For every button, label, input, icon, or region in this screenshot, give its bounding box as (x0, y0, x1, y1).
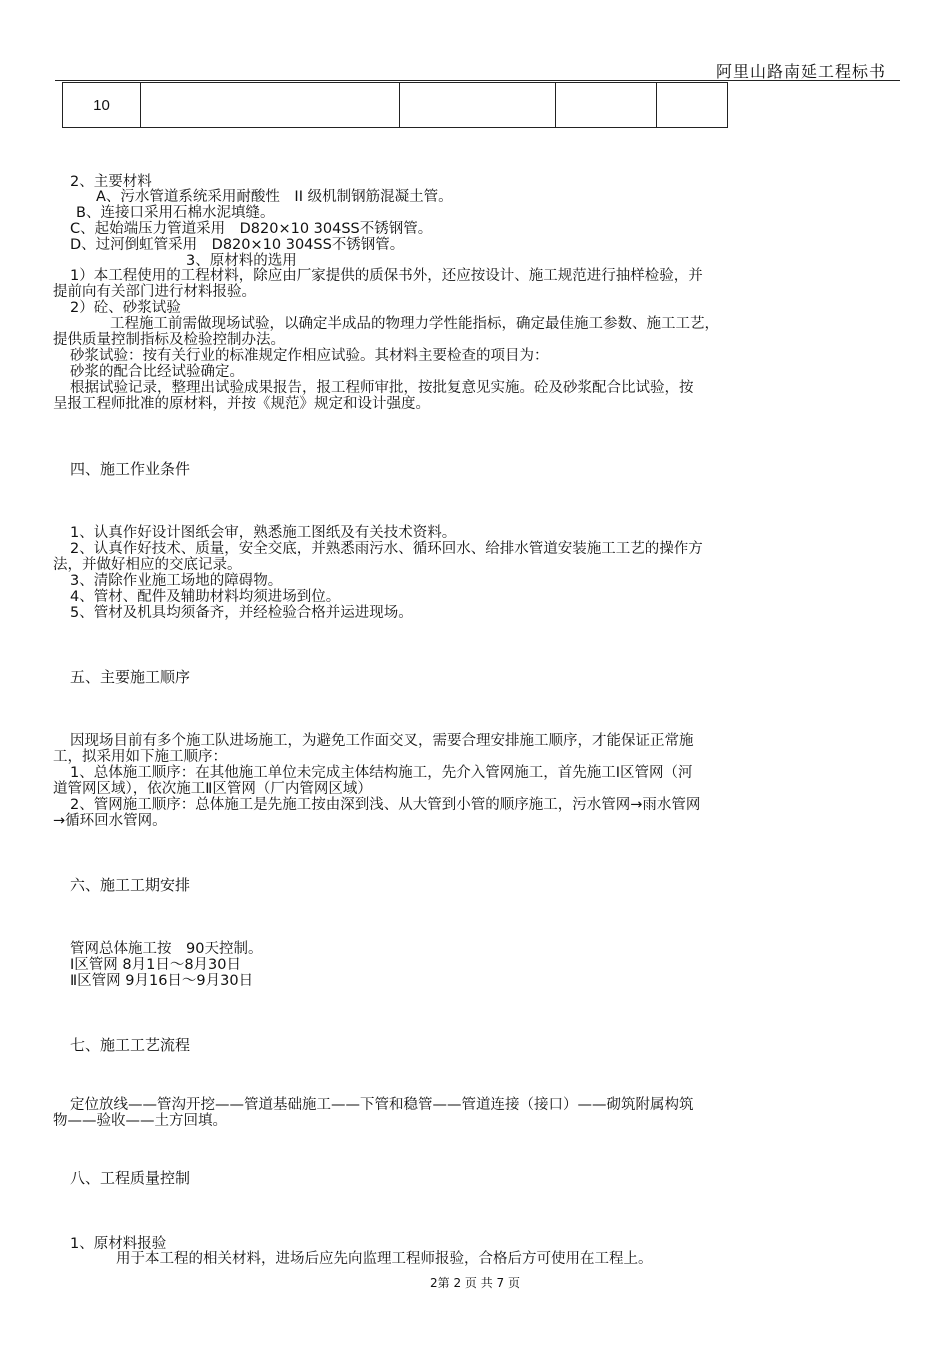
section-heading-6: 六、施工工期安排 (70, 876, 191, 894)
text-line: 因现场目前有多个施工队进场施工，为避免工作面交叉，需要合理安排施工顺序，才能保证正常施 (70, 733, 694, 749)
text-line: →循环回水管网。 (53, 813, 167, 829)
text-line: A、污水管道系统采用耐酸性 II 级机制钢筋混凝土管。 (96, 189, 453, 205)
section-heading-8: 八、工程质量控制 (70, 1169, 191, 1187)
text-line: 2）砼、砂浆试验 (70, 300, 181, 316)
section-heading-7: 七、施工工艺流程 (70, 1036, 191, 1054)
text-line: Ⅱ区管网 9月16日～9月30日 (70, 973, 254, 989)
text-line: 1、认真作好设计图纸会审，熟悉施工图纸及有关技术资料。 (70, 525, 457, 541)
table-cell-number: 10 (63, 83, 141, 128)
table-cell (400, 83, 556, 128)
table-cell (141, 83, 400, 128)
text-line: 1、原材料报验 (70, 1236, 167, 1252)
table-row (63, 83, 728, 128)
text-line: 1、总体施工顺序：在其他施工单位未完成主体结构施工，先介入管网施工，首先施工Ⅰ区管网（河 (70, 765, 693, 781)
text-line: 砂浆试验：按有关行业的标准规定作相应试验。其材料主要检查的项目为： (70, 348, 549, 364)
text-line: 4、管材、配件及辅助材料均须进场到位。 (70, 589, 341, 605)
text-line: 提供质量控制指标及检验控制办法。 (53, 332, 285, 348)
text-line: 2、管网施工顺序：总体施工是先施工按由深到浅、从大管到小管的顺序施工，污水管网→雨水管网 (70, 797, 701, 813)
text-line: 2、认真作好技术、质量，安全交底，并熟悉雨污水、循环回水、给排水管道安装施工工艺的操作方 (70, 541, 703, 557)
text-line: 5、管材及机具均须备齐，并经检验合格并运进现场。 (70, 605, 413, 621)
page-number: 2第 2 页 共 7 页 (430, 1276, 520, 1290)
document-header-title: 阿里山路南延工程标书 (715, 62, 886, 81)
header-rule (55, 80, 900, 81)
text-line: 3、原材料的选用 (186, 253, 297, 269)
text-line: 根据试验记录，整理出试验成果报告，报工程师审批，按批复意见实施。砼及砂浆配合比试验，按 (70, 380, 694, 396)
text-line: 法，并做好相应的交底记录。 (53, 557, 242, 573)
text-line: 工程施工前需做现场试验，以确定半成品的物理力学性能指标，确定最佳施工参数、施工工艺， (110, 316, 719, 332)
section-heading-4: 四、施工作业条件 (70, 460, 191, 478)
text-line: 用于本工程的相关材料，进场后应先向监理工程师报验，合格后方可使用在工程上。 (116, 1251, 653, 1267)
table-cell (657, 83, 728, 128)
text-line: Ⅰ区管网 8月1日～8月30日 (70, 957, 242, 973)
text-line: D、过河倒虹管采用 D820×10 304SS不锈钢管。 (70, 237, 405, 253)
text-line: B、连接口采用石棉水泥填缝。 (76, 205, 275, 221)
text-line: 2、主要材料 (70, 174, 152, 190)
text-line: 提前向有关部门进行材料报验。 (53, 284, 256, 300)
section-heading-5: 五、主要施工顺序 (70, 668, 191, 686)
text-line: 定位放线——管沟开挖——管道基础施工——下管和稳管——管道连接（接口）——砌筑附属构筑 (70, 1097, 694, 1113)
text-line: 呈报工程师批准的原材料，并按《规范》规定和设计强度。 (53, 396, 430, 412)
text-line: 3、清除作业施工场地的障碍物。 (70, 573, 283, 589)
text-line: 道管网区域），依次施工Ⅱ区管网（厂内管网区域） (53, 781, 372, 797)
text-line: 工，拟采用如下施工顺序： (53, 749, 227, 765)
table-cell (556, 83, 657, 128)
text-line: 管网总体施工按 90天控制。 (70, 941, 263, 957)
continuation-table (62, 82, 728, 128)
text-line: 砂浆的配合比经试验确定。 (70, 364, 244, 380)
text-line: C、起始端压力管道采用 D820×10 304SS不锈钢管。 (70, 221, 433, 237)
text-line: 1）本工程使用的工程材料，除应由厂家提供的质保书外，还应按设计、施工规范进行抽样检验，并 (70, 268, 703, 284)
text-line: 物——验收——土方回填。 (53, 1113, 227, 1129)
